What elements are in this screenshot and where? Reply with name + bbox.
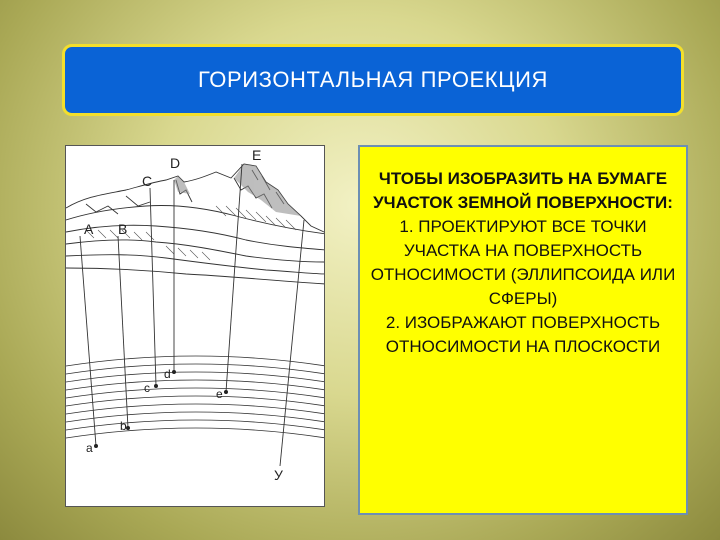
label-e: e bbox=[216, 387, 223, 401]
label-D: D bbox=[170, 155, 181, 171]
label-b: b bbox=[120, 419, 127, 433]
projection-illustration bbox=[66, 146, 325, 507]
explanation-step-2: 2. ИЗОБРАЖАЮТ ПОВЕРХНОСТЬ ОТНОСИМОСТИ НА ПЛОСКОСТИ bbox=[385, 313, 661, 356]
label-d: d bbox=[164, 367, 171, 381]
reference-surface-arcs bbox=[66, 356, 325, 438]
slide-title: ГОРИЗОНТАЛЬНАЯ ПРОЕКЦИЯ bbox=[198, 67, 548, 92]
projection-figure bbox=[65, 145, 325, 507]
explanation-step-1: 1. ПРОЕКТИРУЮТ ВСЕ ТОЧКИ УЧАСТКА НА ПОВЕРХНОСТЬ ОТНОСИМОСТИ (ЭЛЛИПСОИДА ИЛИ СФЕРЫ) bbox=[370, 217, 676, 308]
projected-points bbox=[94, 370, 228, 448]
mountain-fill bbox=[174, 164, 301, 216]
label-B: B bbox=[118, 221, 128, 237]
label-U: У bbox=[274, 467, 283, 483]
label-A: A bbox=[84, 221, 94, 237]
label-E: E bbox=[252, 147, 262, 163]
label-a: a bbox=[86, 441, 93, 455]
label-c: c bbox=[144, 381, 150, 395]
label-C: C bbox=[142, 173, 153, 189]
explanation-lead: ЧТОБЫ ИЗОБРАЗИТЬ НА БУМАГЕ УЧАСТОК ЗЕМНОЙ ПОВЕРХНОСТИ: bbox=[373, 169, 673, 212]
explanation-box bbox=[358, 145, 688, 515]
title-banner bbox=[62, 44, 684, 116]
terrain-sketch bbox=[66, 164, 325, 284]
